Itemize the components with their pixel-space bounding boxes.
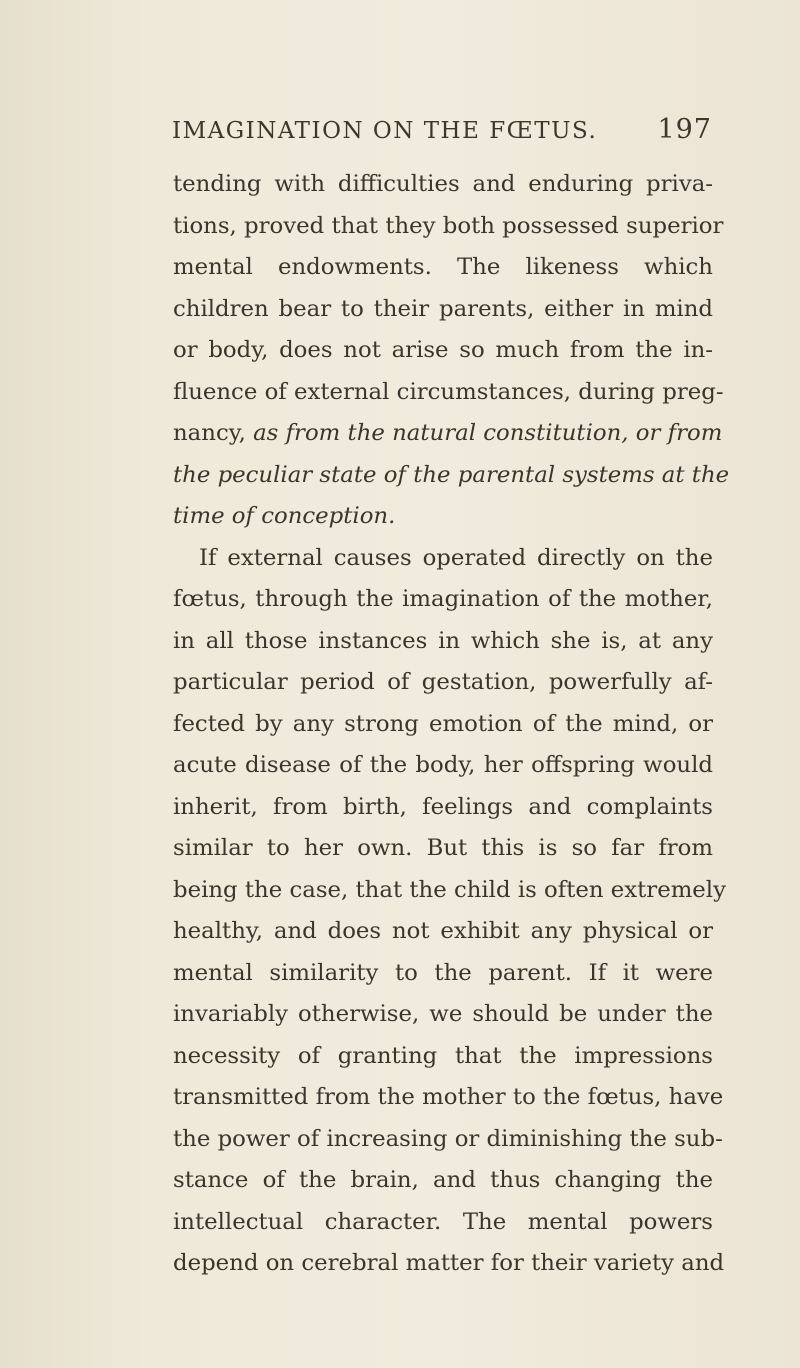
text-line: in all those instances in which she is, at any xyxy=(173,627,713,654)
text-line: fœtus, through the imagination of the mother, xyxy=(173,586,713,612)
text-run: nancy, xyxy=(173,420,254,446)
text-line: children bear to their parents, either in mind xyxy=(173,295,713,322)
italic-text-run: as from the natural constitution, or from xyxy=(253,420,723,446)
text-line: being the case, that the child is often extremely xyxy=(173,876,726,903)
text-line: tending with difficulties and enduring priva- xyxy=(173,171,713,197)
body-text xyxy=(173,164,730,1285)
page-number: 197 xyxy=(657,114,712,145)
text-line: the power of increasing or diminishing the sub- xyxy=(173,1125,723,1152)
text-line: mental similarity to the parent. If it were xyxy=(173,959,713,986)
italic-text-run: the peculiar state of the parental systems at the xyxy=(173,461,730,488)
text-line xyxy=(173,496,713,538)
text-line: tions, proved that they both possessed superior xyxy=(173,212,724,239)
text-line: depend on cerebral matter for their variety and xyxy=(173,1250,725,1276)
text-line: transmitted from the mother to the fœtus, have xyxy=(173,1084,724,1110)
text-line: invariably otherwise, we should be under the xyxy=(173,1001,713,1027)
text-line: or body, does not arise so much from the in- xyxy=(173,337,713,363)
text-line xyxy=(173,455,730,497)
paragraph-start-line: If external causes operated directly on the xyxy=(199,544,713,571)
text-line: fected by any strong emotion of the mind, or xyxy=(173,710,713,737)
text-line: similar to her own. But this is so far from xyxy=(173,835,713,861)
text-line xyxy=(173,413,723,455)
text-line: acute disease of the body, her offspring would xyxy=(173,752,713,778)
text-line: stance of the brain, and thus changing the xyxy=(173,1167,713,1193)
text-line: intellectual character. The mental powers xyxy=(173,1208,713,1235)
text-line: particular period of gestation, powerfully af- xyxy=(173,669,713,695)
text-line: mental endowments. The likeness which xyxy=(173,254,713,280)
text-line: necessity of granting that the impressions xyxy=(173,1042,713,1069)
running-head xyxy=(172,114,712,158)
text-line: inherit, from birth, feelings and complaints xyxy=(173,793,713,820)
italic-text-run: time of conception. xyxy=(173,503,396,529)
text-line: healthy, and does not exhibit any physical or xyxy=(173,918,713,944)
text-line: fluence of external circumstances, during preg- xyxy=(173,378,724,405)
running-title: IMAGINATION ON THE FŒTUS. xyxy=(172,118,598,144)
